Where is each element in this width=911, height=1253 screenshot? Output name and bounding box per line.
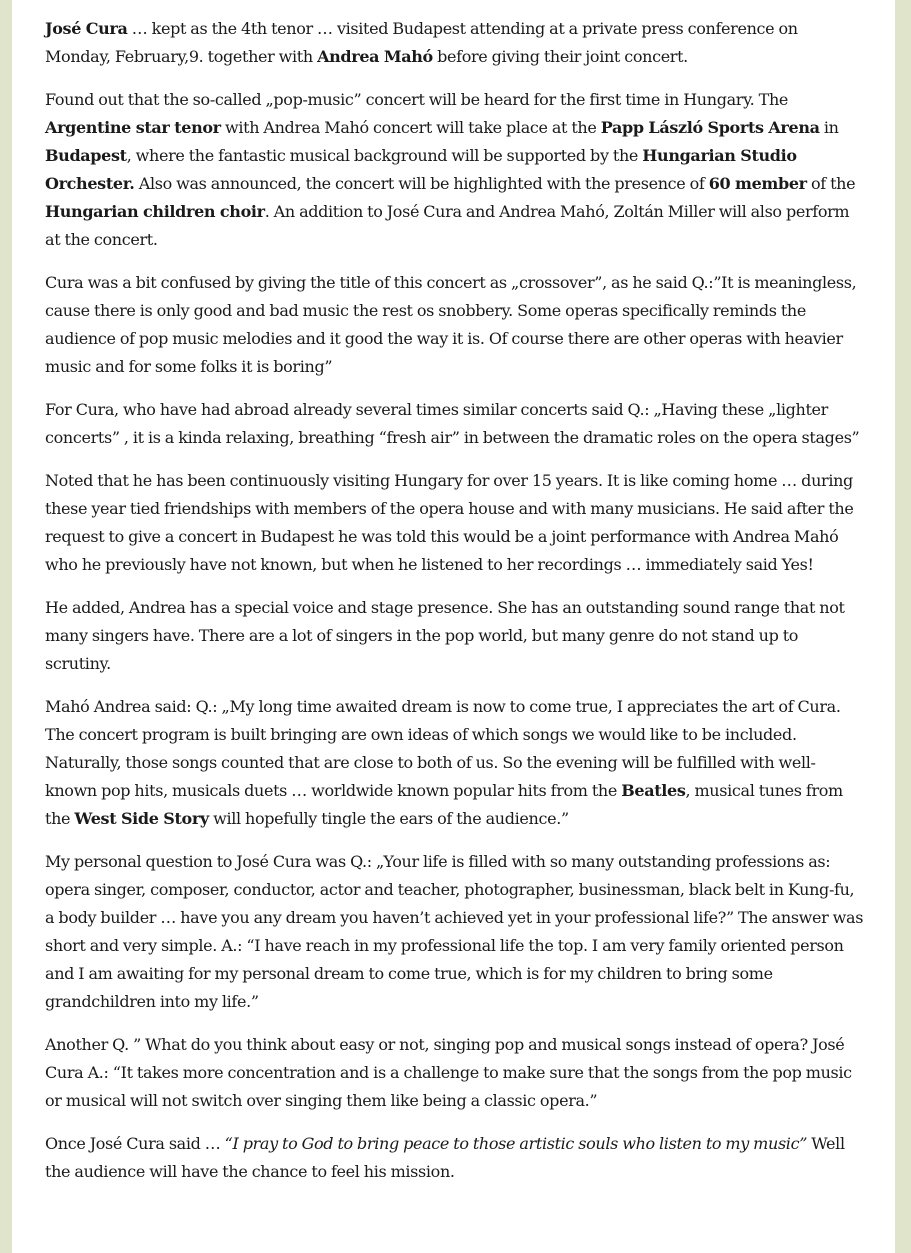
paragraph-5: Noted that he has been continuously visiting Hungary for over 15 years. It is like coming home … during these year tied friendships with members of the opera house and with many musicians. He said after the request to give a concert in Budapest he was told this would be a joint performance with Andrea Mahó who he previously have not known, but when he listened to her recordings … immediately said Yes! [45,471,854,574]
paragraph-7: Mahó Andrea said: Q.: „My long time awaited dream is now to come true, I appreciates the art of Cura. The concert program is built bringing are own ideas of which songs we would like to be included. Naturally, those songs counted that are close to both of us. So the evening will be fulfilled with well-known pop hits, musicals duets … worldwide known popular hits from the Beatles, musical tunes from the West Side Story will hopefully tingle the ears of the audience.” [45,697,843,828]
name-jose-cura: José Cura [45,19,128,38]
quote: “I pray to God to bring peace to those artistic souls who listen to my music” [224,1134,808,1153]
article-page [12,0,895,1253]
paragraph-3: Cura was a bit confused by giving the title of this concert as „crossover”, as he said Q.:”It is meaningless, cause there is only good and bad music the rest os snobbery. Some operas specifically reminds the audience of pop music melodies and it good the way it is. Of course there are other operas with heavier music and for some folks it is boring” [45,273,857,376]
paragraph-4: For Cura, who have had abroad already several times similar concerts said Q.: „Having these „lighter concerts” , it is a kinda relaxing, breathing “fresh air” in between the dramatic roles on the opera stages” [45,400,860,447]
paragraph-10: Once José Cura said … “I pray to God to bring peace to those artistic souls who listen to my music” Well the audience will have the chance to feel his mission. [45,1134,845,1181]
paragraph-9: Another Q. ” What do you think about easy or not, singing pop and musical songs instead of opera? José Cura A.: “It takes more concentration and is a challenge to make sure that the songs from the pop music or musical will not switch over singing them like being a classic opera.” [45,1035,852,1110]
paragraph-8: My personal question to José Cura was Q.: „Your life is filled with so many outstanding professions as: opera singer, composer, conductor, actor and teacher, photographer, businessman, black belt in Kung-fu, a body builder … have you any dream you haven’t achieved yet in your professional life?” The answer was short and very simple. A.: “I have reach in my professional life the top. I am very family oriented person and I am awaiting for my personal dream to come true, which is for my children to bring some grandchildren into my life.” [45,852,864,1011]
name-andrea-maho: Andrea Mahó [317,47,433,66]
paragraph-6: He added, Andrea has a special voice and stage presence. She has an outstanding sound range that not many singers have. There are a lot of singers in the pop world, but many genre do not stand up to scrutiny. [45,598,845,673]
paragraph-2: Found out that the so-called „pop-music” concert will be heard for the first time in Hungary. The Argentine star tenor with Andrea Mahó concert will take place at the Papp László Sports Arena in Budapest, where the fantastic musical background will be supported by the Hungarian Studio Orchester. Also was announced, the concert will be highlighted with the presence of 60 member of the Hungarian children choir. An addition to José Cura and Andrea Mahó, Zoltán Miller will also perform at the concert. [45,90,856,249]
paragraph-1: José Cura … kept as the 4th tenor … visited Budapest attending at a private press conference on Monday, February,9. together with Andrea Mahó before giving their joint concert. [45,19,798,66]
